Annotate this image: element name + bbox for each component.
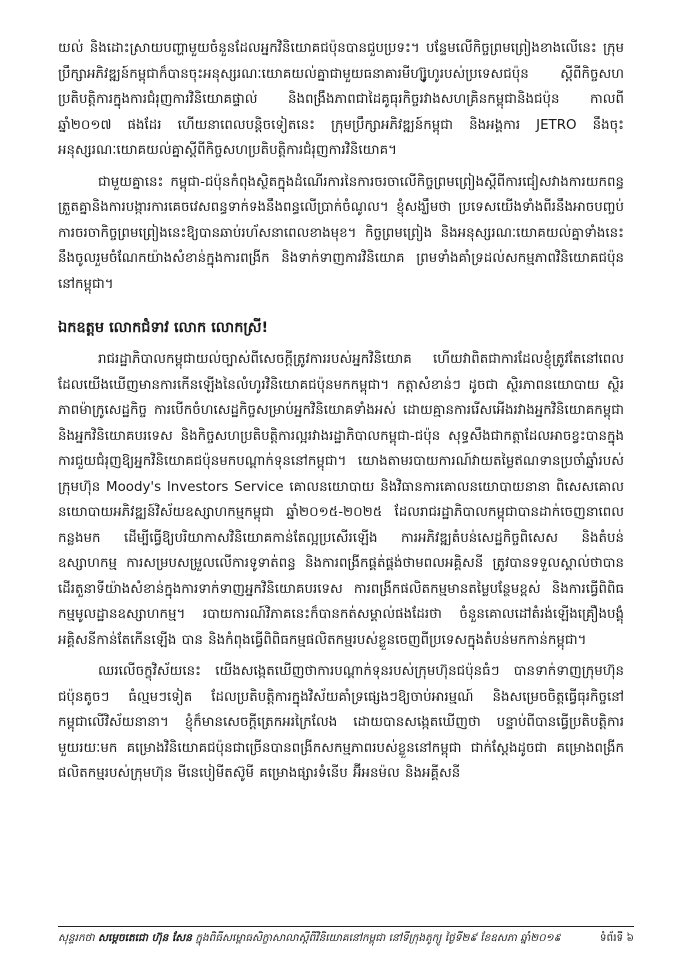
paragraph-2: ជាមួយគ្នានេះ កម្ពុជា-ជប៉ុនកំពុងស្ថិតក្នុងដំណើរការនៃការចរចាលើកិច្ចព្រមព្រៀងស្តីពីការជៀសវាងការយកពន្ធត្រួតគ្នានិងការបង្ការការគេចវេសពន្ធទាក់ទងនឹងពន្ធលើប្រាក់ចំណូល។ ខ្ញុំសង្ឃឹមថា ប្រទេសយើងទាំងពីរនឹងអាចបញ្ចប់ការចរចាកិច្ចព្រមព្រៀងនេះឱ្យបានឆាប់រហ័សនាពេលខាងមុខ។ កិច្ចព្រមព្រៀង និងអនុស្សរណៈយោគយល់គ្នាទាំងនេះ នឹងចូលរួមចំណែកយ៉ាងសំខាន់ក្នុងការពង្រីក និងទាក់ទាញការវិនិយោគ ព្រមទាំងគាំទ្រដល់សកម្មភាពវិនិយោគជប៉ុននៅកម្ពុជា។ (58, 174, 624, 292)
page-number: ទំព័រទី ៦ (599, 932, 634, 944)
paragraph-1: យល់ និងដោះស្រាយបញ្ហាមួយចំនួនដែលអ្នកវិនិយោគជប៉ុនបានជួបប្រទះ។ បន្ទែមលើកិច្ចព្រមព្រៀងខាងលើនេះ ក្រុមប្រឹក្សាអភិវឌ្ឍន៍កម្ពុជាក៏បានចុះអនុស្សរណៈយោគយល់គ្នាជាមួយធនាគារមីហ្ស៊ូហូរបស់ប្រទេសជប៉ុន ស្តីពីកិច្ចសហប្រតិបត្តិការក្នុងការជំរុញការវិនិយោគផ្ទាល់ និងពង្រឹងភាពជាដៃគូធុរកិច្ចរវាងសហគ្រិនកម្ពុជានិងជប៉ុន កាលពីឆ្នាំ២០១៧ ផងដែរ ហើយនាពេលបន្តិចទៀតនេះ ក្រុមប្រឹក្សាអភិវឌ្ឍន៍កម្ពុជា និងអង្គការ JETRO នឹងចុះអនុស្សរណៈយោគយល់គ្នាស្តីពីកិច្ចសហប្រតិបត្តិការជំរុញការវិនិយោគ។ (58, 41, 624, 158)
section-heading: ឯកឧត្តម លោកជំទាវ លោក លោកស្រី! (58, 320, 269, 336)
paragraph-4: ឈរលើចក្ខុវិស័យនេះ យើងសង្កេតឃើញថាការបណ្តាក់ទុនរបស់ក្រុមហ៊ុនជប៉ុនធំៗ បានទាក់ទាញក្រុមហ៊ុនជប៉ុនតូចៗ ធំល្មមៗទៀត ដែលប្រតិបត្តិការក្នុងវិស័យគាំទ្រផ្សេងៗឱ្យចាប់អារម្មណ៍ និងសម្រេចចិត្តធ្វើធុរកិច្ចនៅកម្ពុជាលើវិស័យនានា។ ខ្ញុំក៏មានសេចក្តីត្រេកអរក្រៃលែង ដោយបានសង្កេតឃើញថា បន្ទាប់ពីបានធ្វើប្រតិបត្តិការមួយរយៈមក គម្រោងវិនិយោគជប៉ុនជាច្រើនបានពង្រីកសកម្មភាពរបស់ខ្លួននៅកម្ពុជា ជាក់ស្តែងដូចជា គម្រោងពង្រីកផលិតកម្មរបស់ក្រុមហ៊ុន មីនេបៀមីតស៊ូមី គម្រោងផ្សារទំនើប អ៊ីអនម៉ល និងអគ្គីសនី (58, 664, 624, 781)
footer-event: ក្នុងពិធីសម្ពោធសិក្ខាសាលាស្តីពីវិនិយោគនៅកម្ពុជា នៅទីក្រុងតូក្យូ ថ្ងៃទី២៩ ខែឧសភា ឆ្នាំ២០១៩ (195, 932, 562, 944)
footer-prefix: សុន្ទរកថា (58, 932, 95, 944)
footer-speaker: សម្តេចតេជោ ហ៊ុន សែន (98, 932, 192, 944)
paragraph-3: រាជរដ្ឋាភិបាលកម្ពុជាយល់ច្បាស់ពីសេចក្តីត្រូវការរបស់អ្នកវិនិយោគ ហើយវាពិតជាការដែលខ្ញុំត្រូវតែនៅពេលដែលយើងឃើញមានការកើនឡើងនៃលំហូរវិនិយោគជប៉ុនមកកម្ពុជា។ កត្តាសំខាន់ៗ ដូចជា ស្ថិរភាពនយោបាយ ស្ថិរភាពម៉ាក្រូសេដ្ឋកិច្ច ការបើកចំហសេដ្ឋកិច្ចសម្រាប់អ្នកវិនិយោគទាំងអស់ ដោយគ្មានការរើសអើងរវាងអ្នកវិនិយោគកម្ពុជា និងអ្នកវិនិយោគបរទេស និងកិច្ចសហប្រតិបត្តិការល្អរវាងរដ្ឋាភិបាលកម្ពុជា-ជប៉ុន សុទ្ធសឹងជាកត្តាដែលអាចខ្វះបានក្នុងការជួយជំរុញឱ្យអ្នកវិនិយោគជប៉ុនមកបណ្តាក់ទុននៅកម្ពុជា។ យោងតាមរបាយការណ៍វាយតម្លៃឥណទានប្រចាំឆ្នាំរបស់ក្រុមហ៊ុន Moody's Investors Service គោលនយោបាយ និងវិធានការគោលនយោបាយនានា ពិសេសគោលនយោបាយអភិវឌ្ឍន៍វិស័យឧស្សាហកម្មកម្ពុជា ឆ្នាំ២០១៥-២០២៥ ដែលរាជរដ្ឋាភិបាលកម្ពុជាបានដាក់ចេញនាពេលកន្លងមក ដើម្បីធ្វើឱ្យបរិយាកាសវិនិយោគកាន់តែល្អប្រសើរឡើង ការអភិវឌ្ឍតំបន់សេដ្ឋកិច្ចពិសេស និងតំបន់ឧស្សាហកម្ម ការសម្របសម្រួលលើការទូទាត់ពន្ធ និងការពង្រីកផ្គត់ផ្គង់ថាមពលអគ្គិសនី ត្រូវបានទទួលស្គាល់ថាបានដើរតួនាទីយ៉ាងសំខាន់ក្នុងការទាក់ទាញអ្នកវិនិយោគបរទេស ការពង្រីកផលិតកម្មមានតម្លៃបន្ថែមខ្ពស់ និងការធ្វើពិពិធកម្មមូលដ្ឋានឧស្សាហកម្ម។ របាយការណ៍វិភាគនេះក៏បានកត់សម្គាល់ផងដែរថា ចំនួនគោលដៅតំរង់ឡើងគ្រឿងបង្គុំអគ្គិសនីកាន់តែកើនឡើង បាន និងកំពុងធ្វើពិពិធកម្មផលិតកម្មរបស់ខ្លួនចេញពីប្រទេសក្នុងតំបន់មកកាន់កម្ពុជា។ (58, 352, 624, 648)
page-footer (58, 926, 634, 946)
footer-caption (58, 930, 561, 946)
